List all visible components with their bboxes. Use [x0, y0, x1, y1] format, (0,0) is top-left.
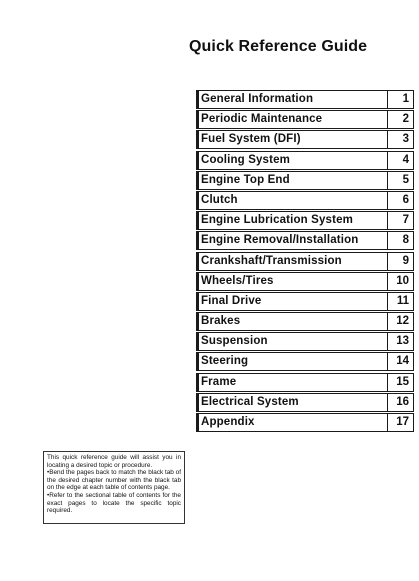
chapter-tab-electrical-system[interactable] [196, 393, 414, 412]
chapter-tab-cooling-system[interactable] [196, 151, 414, 170]
chapter-label: Periodic Maintenance [201, 113, 323, 126]
chapter-label: Electrical System [201, 395, 299, 408]
chapter-label: Engine Lubrication System [201, 214, 353, 227]
chapter-tab-brakes[interactable] [196, 312, 414, 331]
chapter-tab-clutch[interactable] [196, 191, 414, 210]
chapter-tab-general-information[interactable] [196, 90, 414, 109]
chapter-tab-frame[interactable] [196, 373, 414, 392]
chapter-tab-steering[interactable] [196, 352, 414, 371]
chapter-tab-periodic-maintenance[interactable] [196, 110, 414, 129]
chapter-number: 13 [387, 333, 413, 350]
page-title: Quick Reference Guide [189, 38, 368, 55]
chapter-number: 14 [387, 353, 413, 370]
chapter-label: Brakes [201, 315, 241, 328]
chapter-label: Engine Top End [201, 173, 290, 186]
chapter-number: 6 [387, 192, 413, 209]
chapter-tab-engine-removal-installation[interactable] [196, 231, 414, 250]
usage-note-box [43, 451, 185, 524]
chapter-label: Frame [201, 375, 237, 388]
chapter-tab-suspension[interactable] [196, 332, 414, 351]
chapter-number: 3 [387, 131, 413, 148]
chapter-number: 16 [387, 394, 413, 411]
chapter-tab-final-drive[interactable] [196, 292, 414, 311]
chapter-number: 10 [387, 273, 413, 290]
chapter-tab-crankshaft-transmission[interactable] [196, 252, 414, 271]
chapter-number: 1 [387, 91, 413, 108]
chapter-number: 11 [387, 293, 413, 310]
chapter-label: Cooling System [201, 153, 291, 166]
chapter-number: 17 [387, 414, 413, 431]
chapter-label: Final Drive [201, 294, 262, 307]
chapter-number: 8 [387, 232, 413, 249]
chapter-label: Appendix [201, 416, 255, 428]
chapter-label: Suspension [201, 335, 268, 348]
chapter-tab-wheels-tires[interactable] [196, 272, 414, 291]
chapter-label: Clutch [201, 193, 238, 206]
chapter-label: Engine Removal/Installation [201, 234, 359, 247]
note-bullet: •Refer to the sectional table of contents for the exact pages to locate the specific topic required. [47, 491, 181, 515]
chapter-index [196, 90, 414, 433]
note-bullet: •Bend the pages back to match the black tab of the desired chapter number with the black tab on the edge at each table of contents page. [47, 469, 181, 492]
chapter-label: Crankshaft/Transmission [201, 254, 342, 267]
chapter-number: 9 [387, 253, 413, 270]
chapter-tab-engine-top-end[interactable] [196, 171, 414, 190]
chapter-number: 15 [387, 374, 413, 391]
note-intro: This quick reference guide will assist you in locating a desired topic or procedure. [47, 454, 181, 469]
chapter-tab-fuel-system[interactable] [196, 130, 414, 149]
chapter-number: 12 [387, 313, 413, 330]
chapter-tab-engine-lubrication-system[interactable] [196, 211, 414, 230]
chapter-label: Fuel System (DFI) [201, 133, 301, 146]
chapter-tab-appendix[interactable] [196, 413, 414, 432]
chapter-label: General Information [201, 93, 314, 105]
chapter-number: 7 [387, 212, 413, 229]
chapter-number: 2 [387, 111, 413, 128]
chapter-number: 4 [387, 152, 413, 169]
chapter-label: Steering [201, 355, 249, 368]
chapter-number: 5 [387, 172, 413, 189]
chapter-label: Wheels/Tires [201, 274, 274, 287]
